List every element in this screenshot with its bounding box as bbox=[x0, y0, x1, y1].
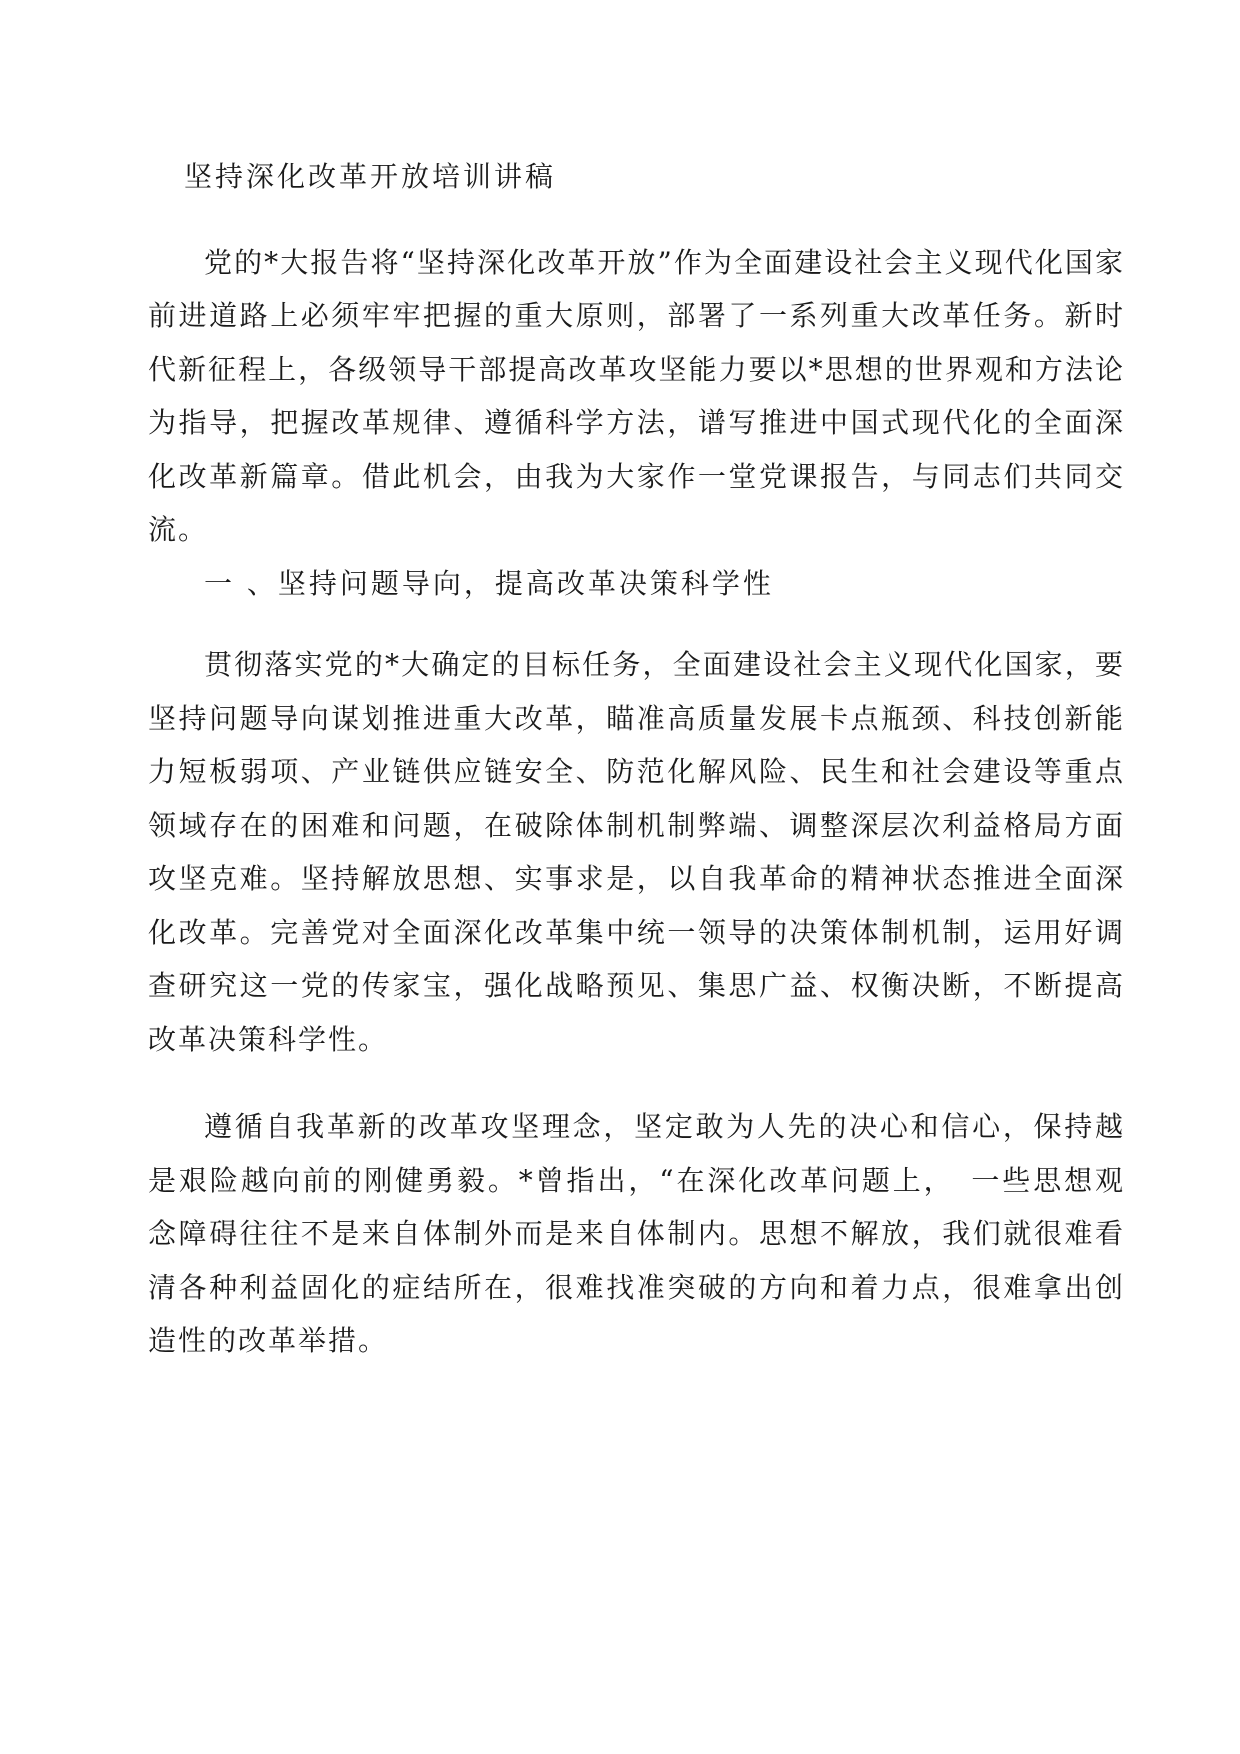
intro-paragraph: 党的*大报告将“坚持深化改革开放”作为全面建设社会主义现代化国家前进道路上必须牢牢把握的重大原则，部署了一系列重大改革任务。新时代新征程上，各级领导干部提高改革攻坚能力要以*思想的世界观和方法论为指导，把握改革规律、遵循科学方法，谱写推进中国式现代化的全面深化改革新篇章。借此机会，由我为大家作一堂党课报告，与同志们共同交流。 bbox=[148, 245, 1125, 546]
document-page bbox=[148, 150, 1125, 1368]
body-paragraph-2: 遵循自我革新的改革攻坚理念，坚定敢为人先的决心和信心，保持越是艰险越向前的刚健勇毅。*曾指出，“在深化改革问题上， 一些思想观念障碍往往不是来自体制外而是来自体制内。思想不解放，我们就很难看清各种利益固化的症结所在，很难找准突破的方向和着力点，很难拿出创造性的改革举措。 bbox=[148, 1110, 1125, 1357]
section-heading: 一 、坚持问题导向，提高改革决策科学性 bbox=[204, 566, 774, 600]
body-paragraph-1: 贯彻落实党的*大确定的目标任务，全面建设社会主义现代化国家，要坚持问题导向谋划推进重大改革，瞄准高质量发展卡点瓶颈、科技创新能力短板弱项、产业链供应链安全、防范化解风险、民生和社会建设等重点领域存在的困难和问题，在破除体制机制弊端、调整深层次利益格局方面攻坚克难。坚持解放思想、实事求是，以自我革命的精神状态推进全面深化改革。完善党对全面深化改革集中统一领导的决策体制机制，运用好调查研究这一党的传家宝，强化战略预见、集思广益、权衡决断，不断提高改革决策科学性。 bbox=[148, 648, 1125, 1056]
document-title: 坚持深化改革开放培训讲稿 bbox=[184, 160, 557, 193]
